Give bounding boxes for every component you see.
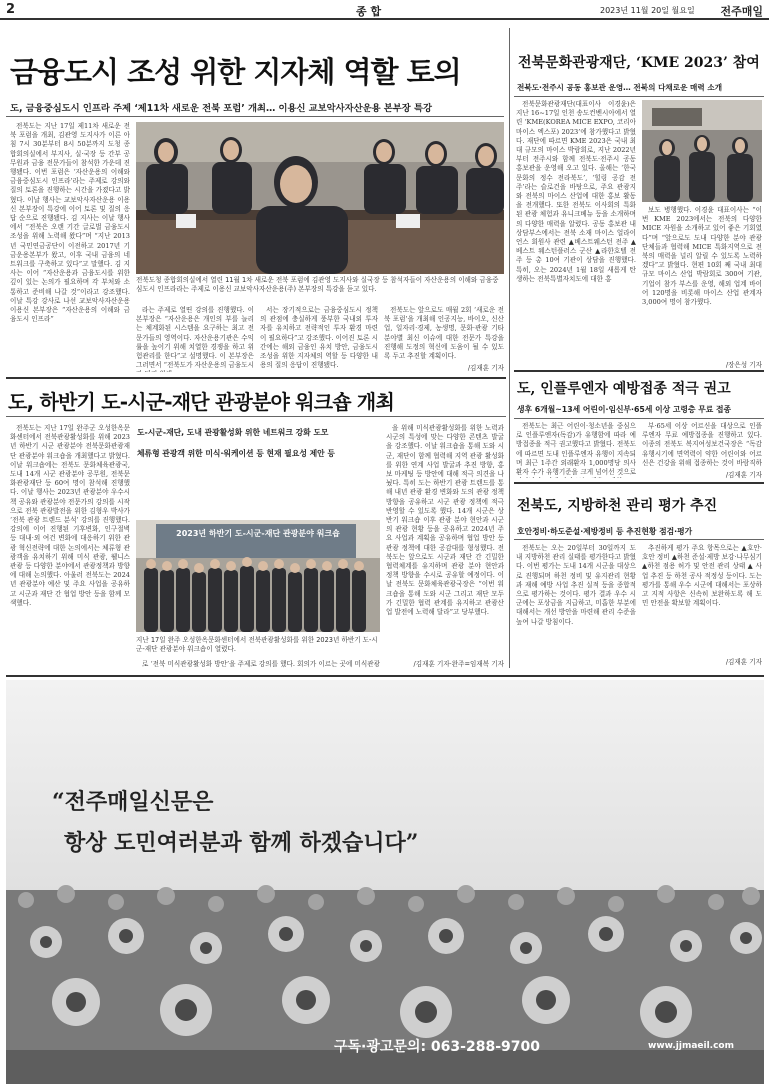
ad-website: www.jjmaeil.com: [648, 1041, 734, 1051]
article1-body-col1: 전북도는 지난 17일 제11차 새로운 전북 포럼을 개최, 김관영 도지사가 이른 아침 7시 30분부터 8시 50분까지 도청 종합회의실에서 부지사, 실·국장 등 간부 공무원과 금융 전문가들이 참석한 가운데 진행됐다. 이번 포럼은 ‘자산운용의 이해와 금융중심도시 인프라’라는 주제로 강의와 질의 토론을 진행하는 시간을 가졌다고 밝혔다. 이날 행사는 교보악사자산운용 이용신 본부장이 특강에 이어 토론 및 질의 응답 순으로 진행됐다. 김 지사는 이날 행사에서 “전북은 오랜 기간 글로벌 금융도시 조성을 위해 노력해 왔다”며 “지난 2013년 국민연금공단이 이전하고 2017년 기금운용본부가 왔고, 이후 국내 금융의 네트워크를 구축하고 있다”고 말했다. 김 지사는 이어 “자산운용과 금융도시를 위한 깊이 있는 논의가 필요하며 각 부처와 소통하고 준비해 나갈 것”이라고 강조했다. 이날 특강 강사로 나선 교보악사자산운용 이용신 본부장은 “자산운용의 이해와 금융도시 인프라”: [10, 122, 130, 324]
article1-photo: [136, 122, 504, 274]
article2-body-col1: 전북문화관광재단(대표이사 이경윤)은 지난 16~17일 인천 송도컨벤시아에서 열린 ‘KME(KOREA MICE EXPO, 코리아 마이스 엑스포) 2023’에 참가했다고 밝혔다. 재단에 따르면 KME 2023은 국내 최대 규모의 마이스 박람회로, 지난 2022년부터 전주시와 함께 전북도·전주시 공동 홍보관을 운영해 오고 있다. 올해는 ‘한국 문화의 정수 전라북도’, ‘힐링 공감 전주’라는 슬로건을 바탕으로, 주요 관광지와 전북의 마이스 산업에 대한 홍보 활동을 전개했다. 또한 전북도 이사회의 특화된 관광 체험과 유니크베뉴 등을 소개하며 의 다양한 매력을 알렸다. 공동 홍보관 내 상담부스에서는 전북 소재 마이스 얼라이언스 회원사 관련 ▲베스트웨스턴 전주 ▲베스트 웨스턴플러스 군산 ▲라한호텔 전주 등 총 10여 기관이 상담을 진행했다. 특히, 오는 2024년 1월 18일 새롭게 탄생하는 전북특별자치도에 대한 홍: [516, 100, 636, 283]
article2-title: 전북문화관광재단, ‘KME 2023’ 참여: [518, 55, 760, 71]
article3-body-col2: 로 ‘전북 미식관광활성화 방안’을 주제로 강의를 했다. 회의가 이르는 곳에 미식관광: [142, 660, 380, 668]
article5-body-col1: 전북도는 오는 20일부터 30일까지 도내 지방하천 관리 실태를 평가한다고 밝혔다. 이번 평가는 도내 14개 시군을 대상으로 진행되며 하천 정비 및 유지관리 현황과 재해 예방 사업 추진 실적 등을 종합적으로 평가하는 것이다. 평가 결과 우수 시군에는 포상금을 지급하고, 미흡한 부분에 대해서는 개선 방안을 마련해 관리 수준을 높여 나갈 방침이다.: [516, 544, 636, 626]
ad-banner: [6, 680, 764, 1084]
article1-byline: /김재훈 기자: [467, 364, 504, 372]
expo-booth-photo: [642, 100, 762, 202]
forum-meeting-photo: [136, 122, 504, 274]
page-header: [0, 0, 769, 20]
page-number: 2: [6, 2, 16, 17]
article1-body-col2: 라는 주제로 열띤 강의를 진행했다. 이 본부장은 “자산운용은 개인의 부를 늘리는 체계화된 시스템을 요구하는 최고 전문가들의 영역이다. 자산운용기관은 수익률을 높이기 위해 치열한 경쟁을 하고 위험관리를 한다”고 설명했다. 이 본부장은 그러면서 “전북도가 자산운용의 금융도시: [136, 306, 254, 370]
article3-subtitle1: 도-시군-재단, 도내 관광활성화 위한 네트워크 강화 도모: [137, 428, 329, 437]
newspaper-name: 전주매일: [720, 5, 763, 18]
article3-subtitle2: 체류형 관광객 위한 미식·워케이션 등 현재 필요성 제안 등: [137, 449, 335, 458]
article1-subtitle: 도, 금융중심도시 인프라 주제 ‘제11차 새로운 전북 포럼’ 개최… 이용신 교보악사자산운용 본부장 특강: [10, 103, 432, 114]
article3-banner: 2023년 하반기 도-시군-재단 관광분야 워크숍: [176, 529, 340, 538]
article1-photo-caption: 전북도청 종합회의실에서 열린 11월 1차 새로운 전북 포럼에 김관영 도지사와 실국장 등 참석자들이 자산운용의 이해와 금융중심도시 인프라라는 주제로 이용신 교보악사자산운용(주) 본부장의 특강을 듣고 있다.: [136, 276, 499, 293]
article1-body-col3: 서는 장기적으로는 금융중심도시 정책의 관점에 충실하게 풍부한 국내외 투자자를 유치하고 전략적인 투자 환경 마련이 필요하다”고 강조했다. 이어진 토론 시간에는 해외 금융인 유치 방안, 금융도시 조성을 위한 지자체의 역할 등 다양한 내용의 질의 응답이 진행됐다.: [260, 306, 378, 370]
ad-headline-line1: “전주매일신문은: [52, 789, 214, 815]
article4-body-col2: 부·65세 이상 어르신을 대상으로 인플루엔자 무료 예방접종을 진행하고 있다. 이종의 전북도 복지여성보건국장은 “독감 유행시기에 면역력이 약한 어린이와 어르신은 건강을 위해 접종하는 것이 바람직하: [642, 422, 762, 467]
article4-subtitle: 생후 6개월~13세 어린이·임신부·65세 이상 고령층 무료 접종: [517, 405, 732, 414]
article2-byline: /장은성 기자: [725, 361, 762, 369]
article4-body-col1: 전북도는 최근 어린이·청소년을 중심으로 인플루엔자(독감)가 유행함에 따라 예방접종을 적극 권고했다고 밝혔다. 전북도에 따르면 도내 인플루엔자 유행이 지속되며 최근 1주간 외래환자 1,000명당 의사환자 수가 유행기준을 크게 넘어선 것으로: [516, 422, 636, 477]
ad-headline-line2: 항상 도민여러분과 함께 하겠습니다”: [64, 830, 419, 856]
article5-subtitle: 호안정비·하도준설·제방정비 등 추진현황 점검·평가: [517, 527, 693, 536]
article3-body-col1: 전북도는 지난 17일 완주군 오성한옥문화센터에서 전북관광활성화를 위해 2023년 하반기 시군 관광분야 전북문화관광재단 관광분야 워크숍을 개최했다고 밝혔다. 이날 워크숍에는 전북도 문화체육관광국, 도내 14개 시군 관광분야 공무원, 전북문화관광재단 등 60여 명이 참석해 진행했다. 이날 행사는 2023년 관광분야 우수시책 공유와 관광분야 전문가의 강의를 시작으로 전북 관광발전을 위한 김형우 박사가 ‘전북 관광 트렌드 분석’ 강의를 진행했다. 강의에 이어 진행된 기후변화, 인구절벽 등 대내·외 여건 변화에 대응하기 위한 관광 혁신전략에 대한 논의에서는 체류형 관광객을 유치하기 위해 미식 관광, 웰니스 관광 등 다양한 분야에서 관광정책과 방향에 대해 논의했다. 아울러 전북도는 2024년 관광분야 예산 및 주요 사업을 공유하고 시군과 재단 간 협업 방안 등을 함께 모색했다.: [10, 424, 130, 607]
article4-byline: /김재훈 기자: [725, 471, 762, 479]
article5-byline: /김재훈 기자: [725, 658, 762, 666]
article1-body-col4: 전북도는 앞으로도 매월 2회 ‘새로운 전북 포럼’을 개최해 인공지능, 바이오, 신산업, 일자리·경제, 농생명, 문화·관광 기타 분야별 최신 이슈에 대한 전문가 특강을 진행해 도정의 혁신에 도움이 될 수 있도록 두고 추진할 계획이다.: [384, 306, 504, 361]
sunflower-field-image: [6, 680, 764, 1084]
article2-subtitle: 전북도·전주시 공동 홍보관 운영… 전북의 다채로운 매력 소개: [517, 83, 723, 92]
article1-title: 금융도시 조성 위한 지자체 역할 토의: [10, 55, 461, 89]
article3-byline: /김재훈 기자·완주=임재복 기자: [413, 660, 504, 668]
article5-body-col2: 추진하게 평가 주요 항목으로는 ▲호안·호안 정비 ▲하천 준설·제방 보강·나무심기 ▲하천 점용 허가 및 안전 관리 상태 ▲ 사업 추진 등 하천 공사 적정성 등이다. 도는 평가를 통해 우수 시군에 대해서는 포상하고 지적 사항은 신속히 보완하도록 해 도민 안전을 확보할 계획이다.: [642, 544, 762, 608]
article2-body-col2: 보도 병행했다. 이경윤 대표이사는 “이번 KME 2023에서는 전북의 다양한 MICE 자원을 소개하고 있어 좋은 기회였다”며 “앞으로도 도내 다양한 분야 관광 단체들과 협력해 MICE 특화지역으로 전북의 매력을 널리 알릴 수 있도록 노력하겠다”고 밝혔다. 현편 10회 째 국내 최대 규모 마이스 산업 박람회로 300여 기관, 기업이 참가 부스를 운영, 해외 업계 바이어 120명을 비롯해 마이스 산업 관계자 3,000여 명이 참가했다.: [642, 206, 762, 307]
article4-title: 도, 인플루엔자 예방접종 적극 권고: [517, 381, 731, 397]
article3-title: 도, 하반기 도-시군-재단 관광분야 워크숍 개최: [8, 390, 394, 414]
issue-date: 2023년 11월 20일 월요일: [600, 6, 695, 15]
article2-photo: [642, 100, 762, 202]
article3-photo-caption: 지난 17일 완주 오성한옥문화센터에서 전북관광활성화를 위한 2023년 하반기 도-시군-재단 관광분야 워크숍이 열렸다.: [136, 636, 378, 653]
article3-body-col3: 을 위해 미식관광활성화를 위한 노력과 시군의 특성에 맞는 다양한 콘텐츠 발굴을 강조했다. 이날 워크숍을 통해 도와 시군, 재단이 함께 협력해 지역 관광 활성화를 위한 연계 사업 발굴과 추진 방향, 홍보 마케팅 등 방안에 대해 적극 의견을 나눴다. 특히 도는 하반기 관광 트렌드를 통해 내년 관광 환경 변화와 도의 관광 정책 방향을 공유하고 시군 관광 정책에 적극 반영할 수 있도록 했다. 14개 시군은 상반기 워크숍 이후 관광 분야 현안과 시군의 관광 현황 등을 공유하고 2024년 주요 사업과 계획을 공유하며 협업 방안 등 관광 정책에 대한 공감대를 형성했다. 전북도는 앞으로도 시군과 재단 간 긴밀한 협력체계를 유지하며 관광 분야 현안과 정책 방향을 수시로 공유할 예정이다. 이날 전북도 문화체육관광국장은 “이번 워크숍을 통해 도와 시군 그리고 재단 모두가 긴밀한 협력 관계를 유지하고 관광산업 발전에 노력해 달라”고 당부했다.: [386, 424, 504, 617]
ad-contact: 구독·광고문의: 063-288-9700: [334, 1039, 540, 1055]
section-name: 종 합: [356, 5, 382, 18]
article5-title: 전북도, 지방하천 관리 평가 추진: [517, 498, 718, 514]
